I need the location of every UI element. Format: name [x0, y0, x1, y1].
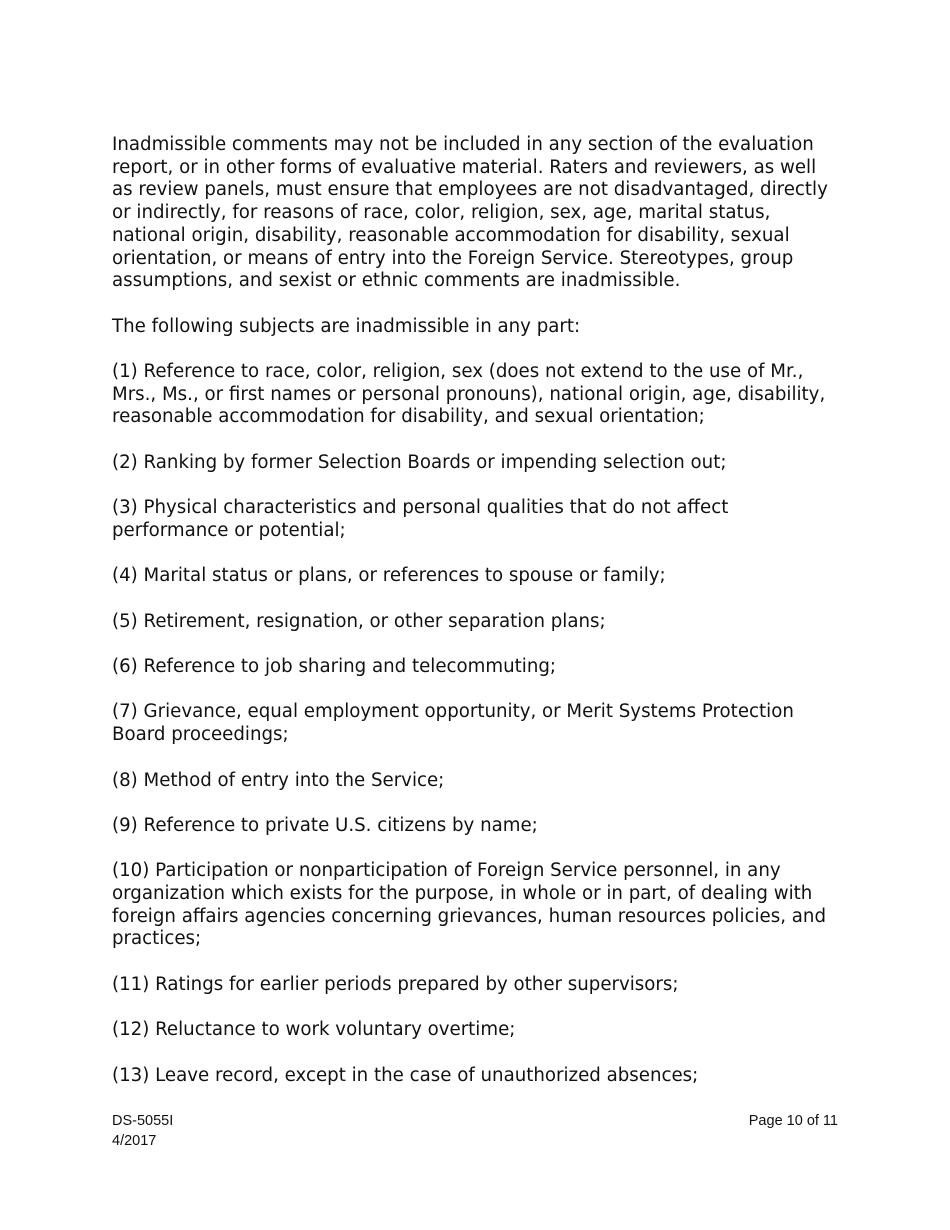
list-heading: The following subjects are inadmissible in any part: — [112, 315, 581, 337]
list-item: (11) Ratings for earlier periods prepared by other supervisors; — [112, 973, 679, 995]
list-item: (3) Physical characteristics and personal qualities that do not affect performance or potential; — [112, 497, 729, 541]
list-item: (4) Marital status or plans, or references to spouse or family; — [112, 565, 666, 587]
list-item: (7) Grievance, equal employment opportunity, or Merit Systems Protection Board proceedings; — [112, 701, 794, 746]
list-item: (9) Reference to private U.S. citizens by name; — [112, 814, 538, 836]
list-item: (8) Method of entry into the Service; — [112, 769, 445, 791]
list-item: (10) Participation or nonparticipation of Foreign Service personnel, in any organization which exists for the purpose, in whole or in part, of dealing with foreign affairs agencies concerning grievances, human resources policies, and practices; — [112, 860, 827, 950]
list-item: (13) Leave record, except in the case of unauthorized absences; — [112, 1064, 699, 1086]
form-number: DS-5055I — [112, 1113, 174, 1129]
document-body — [112, 134, 840, 1110]
page-number: Page 10 of 11 — [748, 1113, 838, 1129]
list-item: (6) Reference to job sharing and telecommuting; — [112, 656, 557, 678]
list-item: (1) Reference to race, color, religion, sex (does not extend to the use of Mr., Mrs., Ms., or first names or personal pronouns), national origin, age, disability, reasonable accommodation for disability, and sexual orientation; — [112, 361, 826, 428]
list-item: (5) Retirement, resignation, or other separation plans; — [112, 610, 606, 632]
footer-form-info — [112, 1111, 173, 1151]
list-item: (2) Ranking by former Selection Boards or impending selection out; — [112, 451, 727, 473]
list-item: (12) Reluctance to work voluntary overtime; — [112, 1019, 516, 1041]
form-date: 4/2017 — [112, 1133, 157, 1149]
intro-paragraph: Inadmissible comments may not be included in any section of the evaluation report, or in other forms of evaluative material. Raters and reviewers, as well as review panels, must ensure that employees are not disadvantaged, directly or indirectly, for reasons of race, color, religion, sex, age, marital status, national origin, disability, reasonable accommodation for disability, sexual orientation, or means of entry into the Foreign Service. Stereotypes, group assumptions, and sexist or ethnic comments are inadmissible. — [112, 134, 828, 292]
